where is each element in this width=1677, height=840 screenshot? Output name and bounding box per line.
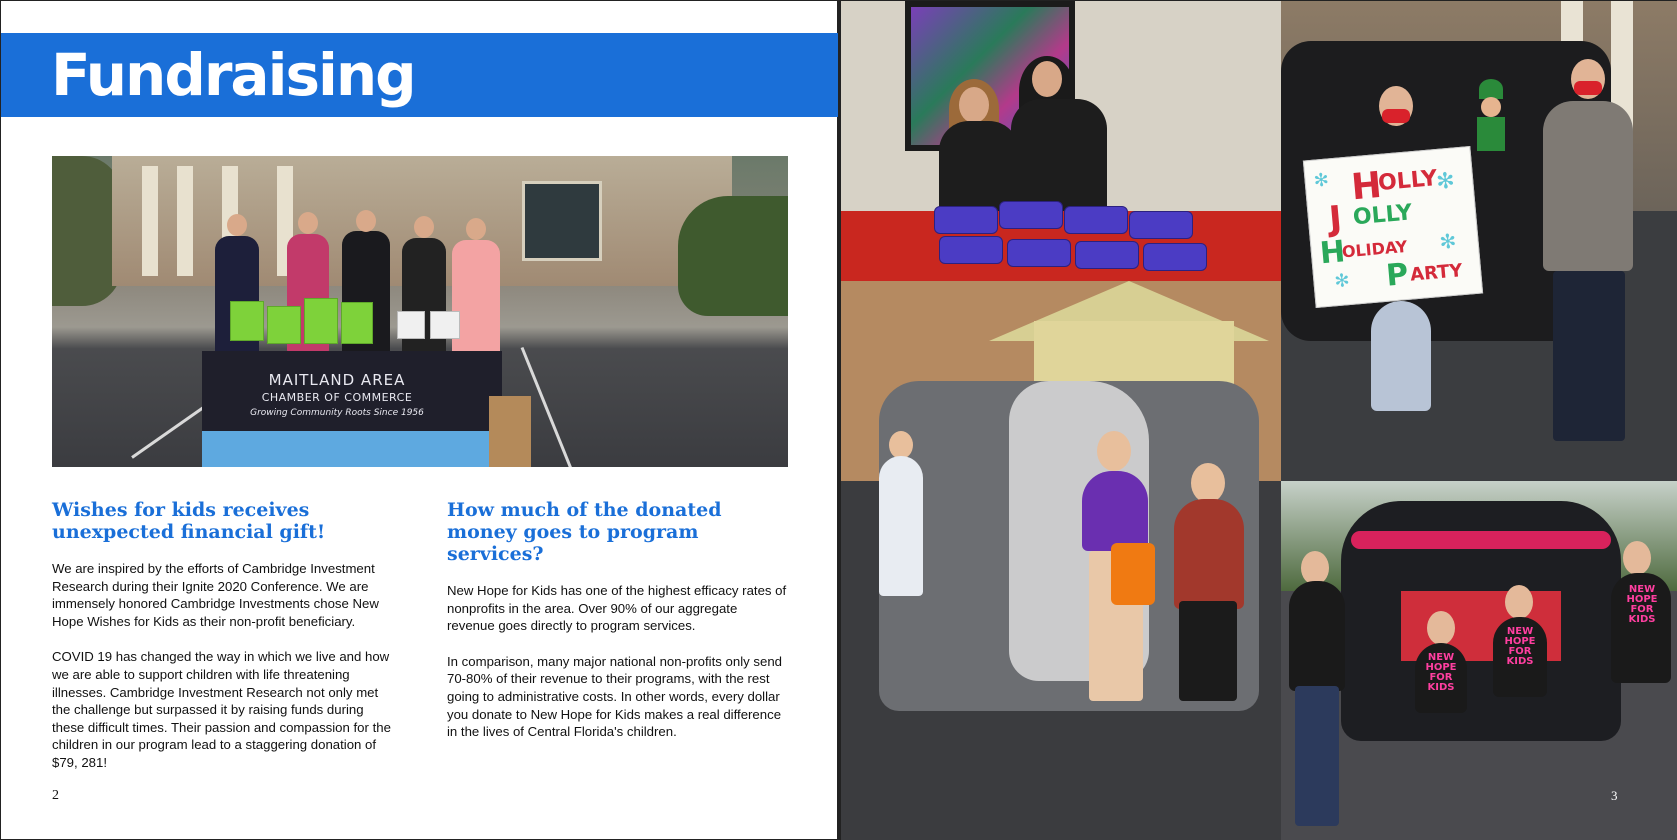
article-financial-gift	[52, 499, 397, 772]
green-gift-bag	[304, 298, 338, 344]
hero-person-head	[298, 212, 318, 234]
page-gutter	[839, 0, 841, 840]
white-gift-bag	[397, 311, 425, 339]
hero-photo-column	[142, 166, 158, 276]
person-head	[889, 431, 913, 459]
snowflake-icon: ✻	[1435, 168, 1456, 196]
paper-bag	[489, 396, 531, 467]
red-mask	[1382, 109, 1410, 123]
purple-bag	[1143, 243, 1207, 271]
person-head	[1097, 431, 1131, 471]
hero-person-head	[356, 210, 376, 232]
sign-word: OLIDAY	[1341, 236, 1409, 262]
sign-word: OLLY	[1377, 166, 1439, 197]
hero-photo-chamber-of-commerce	[52, 156, 788, 467]
table-cover-logo	[237, 371, 437, 418]
page-number: 3	[1611, 788, 1618, 803]
person-camo-shirt	[1543, 101, 1633, 271]
sign-letter: H	[1349, 164, 1384, 209]
photo-christmas-trunk	[1281, 481, 1677, 840]
snowflake-icon: ✻	[1438, 228, 1458, 254]
purple-bag	[939, 236, 1003, 264]
photo-halloween-trunk	[839, 281, 1281, 840]
table-cover-line: CHAMBER OF COMMERCE	[261, 391, 413, 404]
person-head	[959, 87, 989, 123]
person-jeans	[1371, 301, 1431, 411]
purple-bag	[934, 206, 998, 234]
sign-letter: J	[1327, 198, 1344, 240]
tinsel-garland	[1351, 531, 1611, 549]
sign-letter: P	[1384, 256, 1410, 294]
article-paragraph: In comparison, many major national non-profits only send 70-80% of their revenue to their programs, with the rest going to administrative costs. In other words, every dollar you donate to New Hope for Kids makes a real difference in the lives of Central Florida's children.	[447, 653, 782, 740]
table-cover-line: Growing Community Roots Since 1956	[250, 408, 424, 418]
shirt-logo-text: NEW HOPE FOR KIDS	[1626, 584, 1658, 625]
person-purple-shirt	[1082, 471, 1148, 551]
hero-photo-door	[522, 181, 602, 261]
white-gift-bag	[430, 311, 460, 339]
hero-photo-bush	[678, 196, 788, 316]
hero-photo-column	[177, 166, 193, 276]
photo-holly-jolly-sign	[1281, 1, 1677, 481]
snowflake-icon: ✻	[1333, 270, 1351, 293]
hero-person-head	[227, 214, 247, 236]
purple-bag	[999, 201, 1063, 229]
article-paragraph: COVID 19 has changed the way in which we live and how we are able to support children with life threatening illnesses. Cambridge Investment Research not only met the challenge but surpassed it by raising funds during these difficult times. Their passion and compassion for the children in our program lead to a staggering donation of $79, 281!	[52, 649, 391, 770]
person-background	[879, 456, 923, 596]
green-gift-bag	[230, 301, 264, 341]
green-gift-bag	[341, 302, 373, 344]
red-mask	[1574, 81, 1602, 95]
article-headline: How much of the donated money goes to program services?	[447, 499, 722, 565]
person-black-shirt	[1289, 581, 1345, 691]
title-banner	[1, 33, 838, 117]
elf-decoration	[1471, 79, 1511, 159]
article-headline: Wishes for kids receives unexpected financial gift!	[52, 499, 326, 543]
hero-person-head	[414, 216, 434, 238]
person-head	[1301, 551, 1329, 585]
right-page-photo-collage	[839, 0, 1677, 840]
person-jeans	[1295, 686, 1339, 826]
person-legs	[1179, 601, 1237, 701]
person-head	[1623, 541, 1651, 575]
parking-line	[131, 405, 206, 459]
sign-word: ARTY	[1409, 260, 1464, 286]
sign-letter: H	[1318, 234, 1347, 272]
holly-jolly-sign	[1303, 146, 1483, 308]
pumpkin-bag	[1111, 543, 1155, 605]
purple-bag	[1064, 206, 1128, 234]
article-program-services	[447, 499, 787, 741]
shirt-logo-text: NEW HOPE FOR KIDS	[1425, 652, 1457, 693]
article-paragraph: We are inspired by the efforts of Cambridge Investment Research during their Ignite 2020 Conference. We are immensely honored Cambridge Investments chose New Hope Wishes for Kids as their non-profit beneficiary.	[52, 561, 379, 629]
event-table-trim	[202, 431, 502, 467]
page-number: 2	[52, 788, 59, 803]
purple-bag	[1129, 211, 1193, 239]
table-cover-line: MAITLAND AREA	[268, 371, 406, 389]
purple-bag	[1075, 241, 1139, 269]
snowflake-icon: ✻	[1312, 169, 1330, 192]
page-title: Fundraising	[51, 41, 415, 109]
sign-word: OLLY	[1351, 200, 1414, 231]
person-head	[1427, 611, 1455, 645]
person-head	[1505, 585, 1533, 619]
hero-person-head	[466, 218, 486, 240]
purple-bag	[1007, 239, 1071, 267]
photo-purple-bags-table	[839, 1, 1281, 281]
green-gift-bag	[267, 306, 301, 344]
person-jeans	[1553, 271, 1625, 441]
person-head	[1032, 61, 1062, 97]
shirt-logo-text: NEW HOPE FOR KIDS	[1504, 626, 1536, 667]
person-rust-top	[1174, 499, 1244, 609]
person-head	[1191, 463, 1225, 503]
article-paragraph: New Hope for Kids has one of the highest efficacy rates of nonprofits in the area. Over 90% of our aggregate revenue goes directly to program services.	[447, 583, 787, 634]
